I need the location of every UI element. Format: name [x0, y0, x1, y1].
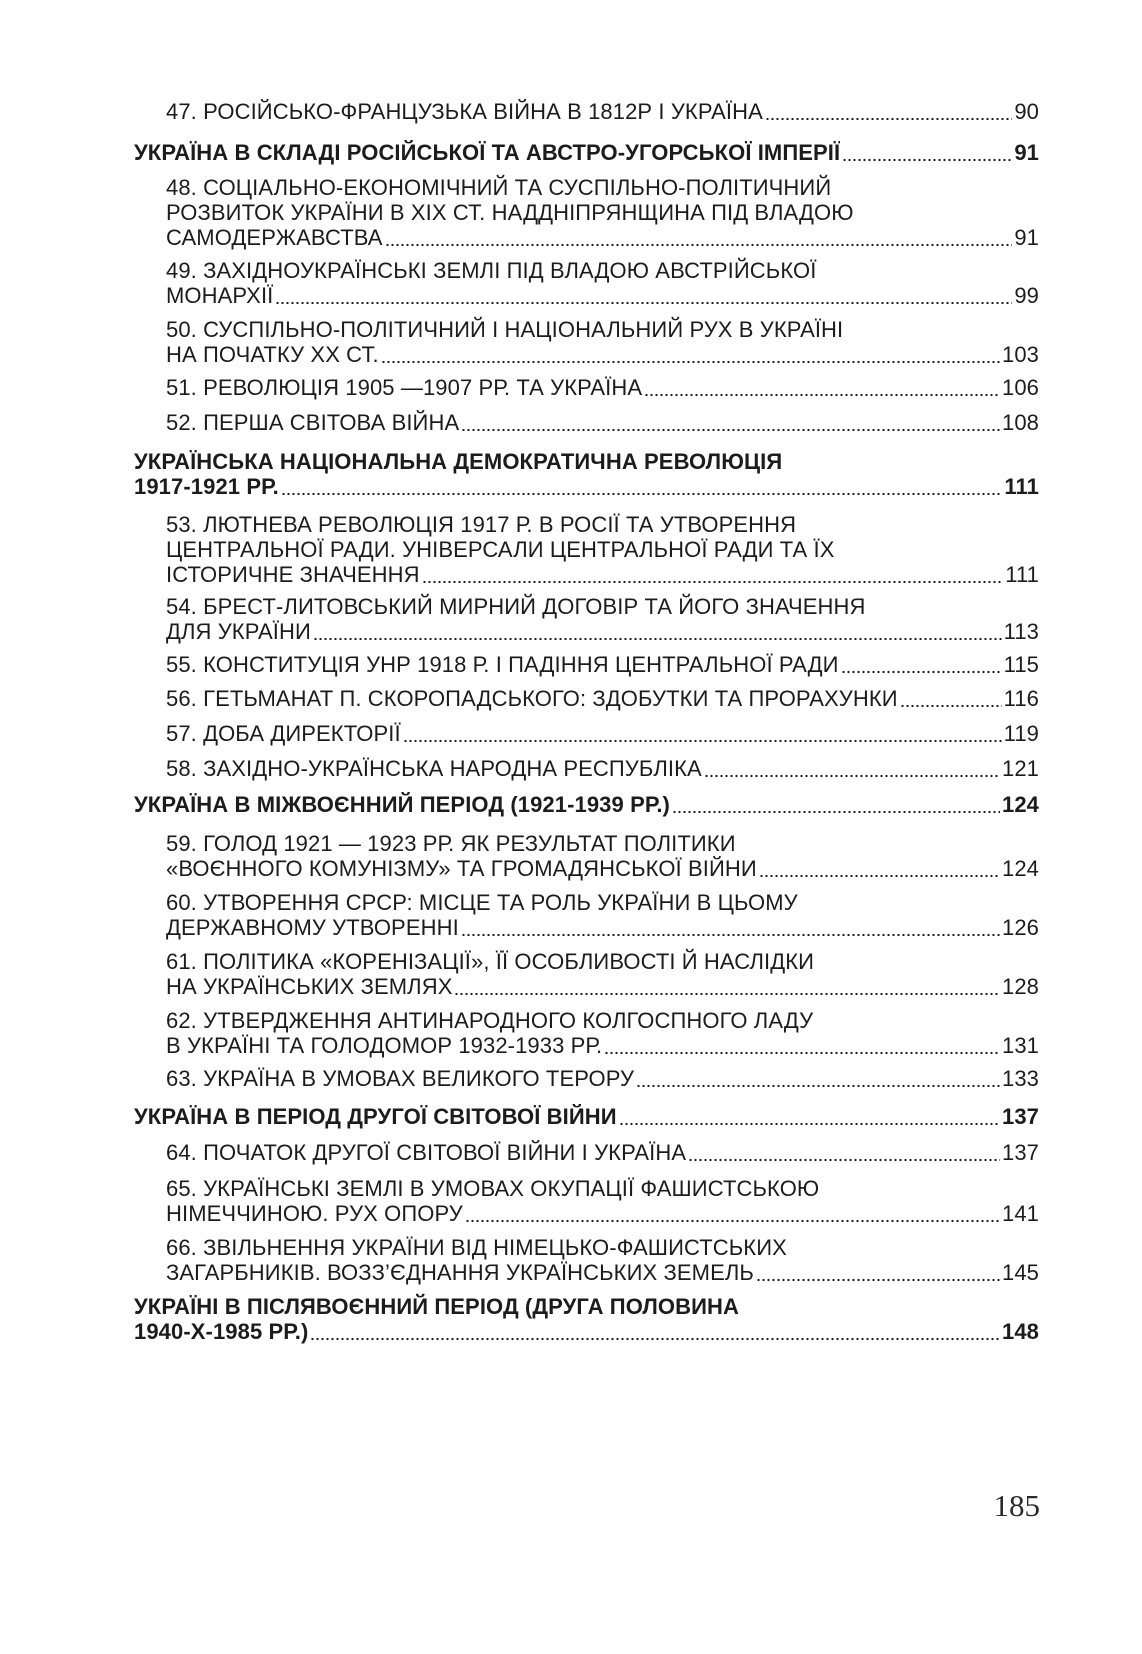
dot-leader: [704, 774, 1000, 778]
toc-line: [166, 856, 1039, 881]
toc-line: [166, 175, 1039, 200]
toc-line: [166, 512, 1039, 537]
toc-line: [134, 1319, 1039, 1344]
toc-text: 54. БРЕСТ-ЛИТОВСЬКИЙ МИРНИЙ ДОГОВІР ТА ЙОГО ЗНАЧЕННЯ: [166, 594, 866, 619]
toc-page-number: 91: [1014, 225, 1039, 250]
page-number: 185: [993, 1488, 1040, 1523]
toc-text: УКРАЇНІ В ПІСЛЯВОЄННИЙ ПЕРІОД (ДРУГА ПОЛОВИНА: [134, 1294, 739, 1319]
toc-entry[interactable]: [166, 890, 1039, 940]
toc-entry[interactable]: [166, 949, 1039, 999]
toc-section-heading[interactable]: [134, 1104, 1039, 1129]
toc-page-number: 121: [1001, 756, 1039, 781]
toc-text: 49. ЗАХІДНОУКРАЇНСЬКІ ЗЕМЛІ ПІД ВЛАДОЮ АВСТРІЙСЬКОЇ: [166, 258, 817, 283]
toc-page-number: 108: [1001, 410, 1039, 435]
toc-page-number: 106: [1001, 375, 1039, 400]
toc-page-number: 111: [1005, 562, 1039, 587]
toc-text: ЦЕНТРАЛЬНОЇ РАДИ. УНІВЕРСАЛИ ЦЕНТРАЛЬНОЇ РАДИ ТА ЇХ: [166, 537, 835, 562]
toc-line: [166, 594, 1039, 619]
toc-text: ІСТОРИЧНЕ ЗНАЧЕННЯ: [166, 562, 420, 587]
toc-text: 55. КОНСТИТУЦІЯ УНР 1918 Р. І ПАДІННЯ ЦЕНТРАЛЬНОЇ РАДИ: [166, 652, 839, 677]
toc-page-number: 145: [1001, 1260, 1039, 1285]
toc-line: [166, 619, 1039, 644]
toc-entry[interactable]: [166, 686, 1039, 711]
toc-page-number: 113: [1003, 619, 1039, 644]
toc-text: 56. ГЕТЬМАНАТ П. СКОРОПАДСЬКОГО: ЗДОБУТКИ ТА ПРОРАХУНКИ: [166, 686, 898, 711]
toc-line: [166, 831, 1039, 856]
toc-line: [166, 1033, 1039, 1058]
toc-entry[interactable]: [166, 512, 1039, 587]
dot-leader: [765, 117, 1012, 121]
dot-leader: [644, 393, 1000, 397]
toc-page-number: 133: [1001, 1066, 1039, 1091]
dot-leader: [619, 1122, 1000, 1126]
toc-text: УКРАЇНА В СКЛАДІ РОСІЙСЬКОЇ ТА АВСТРО-УГОРСЬКОЇ ІМПЕРІЇ: [134, 140, 841, 165]
toc-entry[interactable]: [166, 652, 1039, 677]
toc-line: [166, 537, 1039, 562]
toc-text: 63. УКРАЇНА В УМОВАХ ВЕЛИКОГО ТЕРОРУ: [166, 1066, 635, 1091]
toc-line: [166, 1008, 1039, 1033]
toc-text: 59. ГОЛОД 1921 — 1923 РР. ЯК РЕЗУЛЬТАТ ПОЛІТИКИ: [166, 831, 736, 856]
toc-line: [166, 1235, 1039, 1260]
toc-entry[interactable]: [166, 756, 1039, 781]
toc-text: ДЕРЖАВНОМУ УТВОРЕННІ: [166, 915, 459, 940]
toc-line: [134, 792, 1039, 817]
toc-text: 51. РЕВОЛЮЦІЯ 1905 —1907 РР. ТА УКРАЇНА: [166, 375, 643, 400]
toc-text: 47. РОСІЙСЬКО-ФРАНЦУЗЬКА ВІЙНА В 1812Р І УКРАЇНА: [166, 99, 763, 124]
toc-text: УКРАЇНА В МІЖВОЄННИЙ ПЕРІОД (1921-1939 РР.): [134, 792, 670, 817]
toc-line: [166, 283, 1039, 308]
toc-entry[interactable]: [166, 1066, 1039, 1091]
toc-text: ДЛЯ УКРАЇНИ: [166, 619, 311, 644]
dot-leader: [841, 670, 1002, 674]
toc-page-number: 128: [1001, 974, 1039, 999]
toc-text: НА УКРАЇНСЬКИХ ЗЕМЛЯХ: [166, 974, 453, 999]
toc-text: В УКРАЇНІ ТА ГОЛОДОМОР 1932-1933 РР.: [166, 1033, 603, 1058]
toc-entry[interactable]: [166, 594, 1039, 644]
toc-text: МОНАРХІЇ: [166, 283, 274, 308]
toc-line: [166, 258, 1039, 283]
dot-leader: [604, 1051, 1000, 1055]
dot-leader: [381, 360, 1000, 364]
toc-text: 58. ЗАХІДНО-УКРАЇНСЬКА НАРОДНА РЕСПУБЛІКА: [166, 756, 702, 781]
toc-line: [166, 200, 1039, 225]
toc-page-number: 115: [1003, 652, 1039, 677]
toc-entry[interactable]: [166, 317, 1039, 367]
toc-page-number: 137: [1001, 1140, 1039, 1165]
toc-line: [166, 1201, 1039, 1226]
toc-line: [134, 1294, 1039, 1319]
dot-leader: [310, 1337, 1000, 1341]
toc-line: [166, 974, 1039, 999]
dot-leader: [636, 1084, 1000, 1088]
toc-line: [166, 915, 1039, 940]
toc-text: 57. ДОБА ДИРЕКТОРІЇ: [166, 721, 401, 746]
toc-page-number: 124: [1001, 792, 1039, 817]
dot-leader: [688, 1158, 1000, 1162]
toc-text: 60. УТВОРЕННЯ СРСР: МІСЦЕ ТА РОЛЬ УКРАЇНИ В ЦЬОМУ: [166, 890, 798, 915]
toc-page-number: 90: [1014, 99, 1039, 124]
toc-page-number: 99: [1014, 283, 1039, 308]
toc-page-number: 91: [1014, 140, 1039, 165]
toc-text: УКРАЇНСЬКА НАЦІОНАЛЬНА ДЕМОКРАТИЧНА РЕВОЛЮЦІЯ: [134, 449, 783, 474]
toc-entry[interactable]: [166, 1008, 1039, 1058]
dot-leader: [454, 992, 1000, 996]
toc-line: [166, 652, 1039, 677]
toc-text: 52. ПЕРША СВІТОВА ВІЙНА: [166, 410, 460, 435]
toc-entry[interactable]: [166, 1235, 1039, 1285]
toc-page-number: 116: [1003, 686, 1039, 711]
dot-leader: [756, 1278, 1000, 1282]
toc-section-heading[interactable]: [134, 140, 1039, 165]
toc-line: [166, 686, 1039, 711]
toc-line: [166, 342, 1039, 367]
toc-text: УКРАЇНА В ПЕРІОД ДРУГОЇ СВІТОВОЇ ВІЙНИ: [134, 1104, 617, 1129]
toc-line: [166, 317, 1039, 342]
toc-line: [166, 99, 1039, 124]
toc-page-number: 126: [1001, 915, 1039, 940]
toc-text: 1940-Х-1985 РР.): [134, 1319, 309, 1344]
toc-line: [166, 225, 1039, 250]
toc-line: [166, 410, 1039, 435]
toc-page-number: 137: [1001, 1104, 1039, 1129]
toc-text: САМОДЕРЖАВСТВА: [166, 225, 383, 250]
dot-leader: [281, 492, 1003, 496]
dot-leader: [403, 739, 1002, 743]
toc-text: НІМЕЧЧИНОЮ. РУХ ОПОРУ: [166, 1201, 463, 1226]
toc-entry[interactable]: [166, 831, 1039, 881]
toc-line: [166, 949, 1039, 974]
toc-section-heading[interactable]: [134, 792, 1039, 817]
toc-entry[interactable]: [166, 375, 1039, 400]
toc-page-number: 141: [1001, 1201, 1039, 1226]
toc-text: 62. УТВЕРДЖЕННЯ АНТИНАРОДНОГО КОЛГОСПНОГО ЛАДУ: [166, 1008, 814, 1033]
toc-entry[interactable]: [166, 99, 1039, 124]
dot-leader: [461, 933, 1000, 937]
toc-entry[interactable]: [166, 1140, 1039, 1165]
toc-text: 64. ПОЧАТОК ДРУГОЇ СВІТОВОЇ ВІЙНИ І УКРАЇНА: [166, 1140, 687, 1165]
toc-line: [166, 756, 1039, 781]
toc-page-number: 131: [1001, 1033, 1039, 1058]
dot-leader: [465, 1219, 1000, 1223]
dot-leader: [385, 243, 1013, 247]
toc-text: «ВОЄННОГО КОМУНІЗМУ» ТА ГРОМАДЯНСЬКОЇ ВІЙНИ: [166, 856, 757, 881]
toc-text: ЗАГАРБНИКІВ. ВОЗЗ’ЄДНАННЯ УКРАЇНСЬКИХ ЗЕМЕЛЬ: [166, 1260, 754, 1285]
toc-line: [134, 474, 1039, 499]
toc-text: 48. СОЦІАЛЬНО-ЕКОНОМІЧНИЙ ТА СУСПІЛЬНО-ПОЛІТИЧНИЙ: [166, 175, 832, 200]
toc-line: [134, 449, 1039, 474]
toc-entry[interactable]: [166, 258, 1039, 308]
toc-entry[interactable]: [166, 410, 1039, 435]
toc-entry[interactable]: [166, 1176, 1039, 1226]
toc-section-heading[interactable]: [134, 1294, 1039, 1344]
toc-text: РОЗВИТОК УКРАЇНИ В XIX СТ. НАДДНІПРЯНЩИНА ПІД ВЛАДОЮ: [166, 200, 854, 225]
toc-page-number: 119: [1003, 721, 1039, 746]
dot-leader: [275, 301, 1012, 305]
toc-line: [166, 1260, 1039, 1285]
toc-page-number: 124: [1001, 856, 1039, 881]
toc-line: [166, 1140, 1039, 1165]
toc-text: 53. ЛЮТНЕВА РЕВОЛЮЦІЯ 1917 Р. В РОСІЇ ТА УТВОРЕННЯ: [166, 512, 797, 537]
toc-page-number: 111: [1004, 474, 1039, 499]
toc-page-number: 148: [1001, 1319, 1039, 1344]
toc-entry[interactable]: [166, 721, 1039, 746]
toc-line: [166, 890, 1039, 915]
toc-text: 65. УКРАЇНСЬКІ ЗЕМЛІ В УМОВАХ ОКУПАЦІЇ ФАШИСТСЬКОЮ: [166, 1176, 820, 1201]
dot-leader: [900, 704, 1002, 708]
toc-section-heading[interactable]: [134, 449, 1039, 499]
toc-line: [166, 1176, 1039, 1201]
dot-leader: [422, 580, 1004, 584]
toc-line: [134, 1104, 1039, 1129]
toc-line: [166, 1066, 1039, 1091]
toc-text: 61. ПОЛІТИКА «КОРЕНІЗАЦІЇ», ЇЇ ОСОБЛИВОСТІ Й НАСЛІДКИ: [166, 949, 815, 974]
toc-text: НА ПОЧАТКУ XX СТ.: [166, 342, 379, 367]
toc-entry[interactable]: [166, 175, 1039, 250]
toc-text: 66. ЗВІЛЬНЕННЯ УКРАЇНИ ВІД НІМЕЦЬКО-ФАШИСТСЬКИХ: [166, 1235, 787, 1260]
toc-text: 1917-1921 РР.: [134, 474, 279, 499]
toc-line: [134, 140, 1039, 165]
toc-line: [166, 562, 1039, 587]
toc-line: [166, 721, 1039, 746]
toc-page-number: 103: [1001, 342, 1039, 367]
dot-leader: [842, 158, 1012, 162]
toc-text: 50. СУСПІЛЬНО-ПОЛІТИЧНИЙ І НАЦІОНАЛЬНИЙ РУХ В УКРАЇНІ: [166, 317, 844, 342]
dot-leader: [461, 428, 1000, 432]
toc-line: [166, 375, 1039, 400]
dot-leader: [759, 874, 1000, 878]
dot-leader: [313, 637, 1002, 641]
dot-leader: [672, 810, 1000, 814]
